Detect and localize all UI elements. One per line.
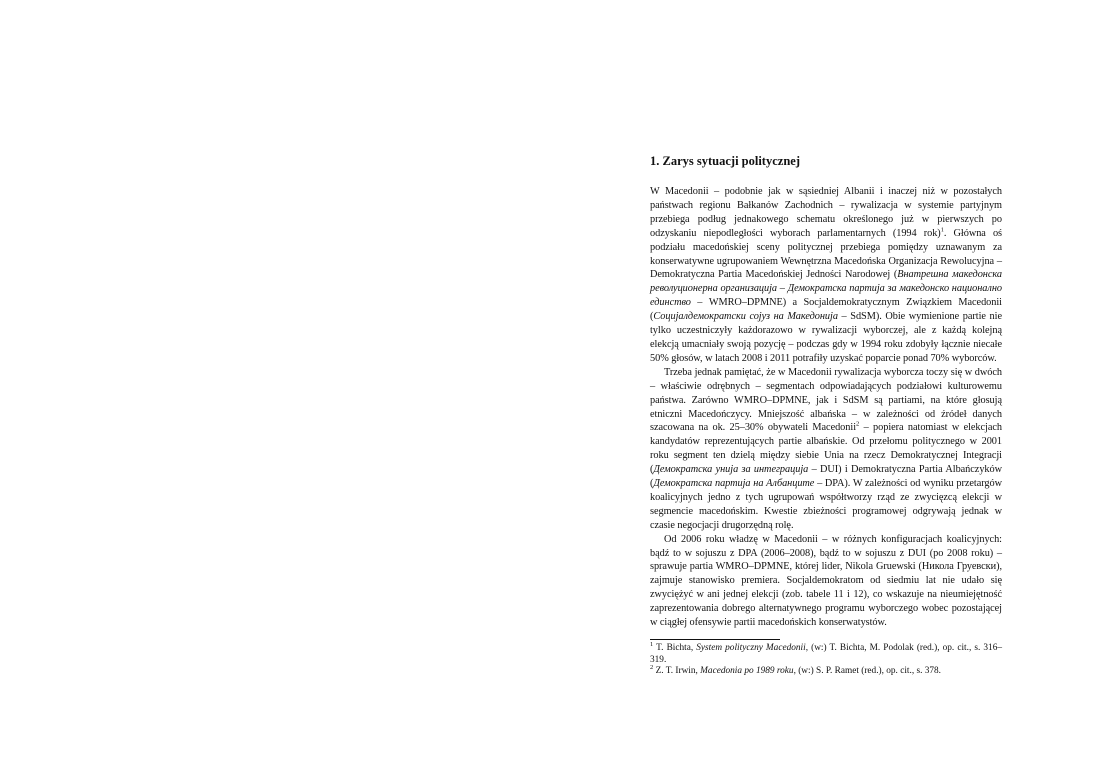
footnote-ref: 2 (856, 420, 860, 428)
italic-text: Демократска унија за интеграција (653, 464, 809, 476)
footnote-ref: 1 (650, 640, 654, 648)
text-run: – WMRO–DPMNE) a Socjaldemokratycznym Związkiem Macedonii ( (650, 297, 1002, 323)
footnote (650, 640, 1002, 666)
text-run: – popiera natomiast w elekcjach kandydatów reprezentujących partie albańskie. Od przełomu politycznego w 2001 roku segment ten dzielą między siebie Unia na rzecz Demokratycznej Integracji ( (650, 422, 1002, 476)
text-run: – DUI) i Demokratyczna Partia Albańczyków ( (650, 464, 1003, 490)
italic-text: Macedonia po 1989 roku (700, 666, 794, 676)
footnotes (650, 640, 1002, 678)
italic-text: Социјалдемократски сојуз на Македонија (653, 311, 838, 323)
text-run: Trzeba jednak pamiętać, że w Macedonii rywalizacja wyborcza toczy się w dwóch – właściwie odrębnych – segmentach odpowiadających podziałowi kulturowemu państwa. Zarówno WMRO–DPMNE, jak i SdSM są partiami, na które głosują etniczni Macedończycy. Mniejszość albańska – w zależności od źródeł danych szacowana na ok. 25–30% obywateli Macedonii (650, 366, 1002, 434)
body-text (650, 185, 1002, 630)
text-run: , (w:) S. P. Ramet (red.), op. cit., s. 378. (793, 666, 942, 676)
text-run: – SdSM). Obie wymienione partie nie tylko uczestniczyły każdorazowo w rywalizacji wyborczej, ale z każdą kolejną elekcją umacniały swoją pozycję – podczas gdy w 1994 roku zdobyły łącznie niecałe 50% głosów, w latach 2008 i 2011 potrafiły uzyskać poparcie ponad 70% wyborców. (650, 311, 1002, 364)
text-run: W Macedonii – podobnie jak w sąsiedniej Albanii i inaczej niż w pozostałych państwach regionu Bałkanów Zachodnich – rywalizacja w systemie partyjnym przebiega podług jednakowego schematu określonego już w pierwszych po odzyskaniu niepodległości wyborach parlamentarnych (1994 rok) (650, 186, 1002, 239)
text-run: Z. T. Irwin, (653, 666, 701, 676)
body-paragraph (650, 366, 1002, 533)
text-run: T. Bichta, (653, 643, 697, 653)
body-paragraph (650, 185, 1002, 366)
italic-text: System polityczny Macedonii (696, 643, 806, 653)
footnote (650, 663, 1002, 678)
footnote-separator (650, 639, 780, 640)
text-run: , (w:) T. Bichta, M. Podolak (red.), op. cit., s. 316–319. (650, 643, 1002, 665)
section-heading: 1. Zarys sytuacji politycznej (650, 154, 800, 168)
italic-text: Демократска партија на Албанците (653, 478, 815, 490)
text-run: – DPA). W zależności od wyniku przetargów koalicyjnych jedno z tych ugrupowań współtworzy rząd ze zwycięzcą elekcji w segmencie macedońskim. Kwestie zbieżności programowej odgrywają jednak w czasie negocjacji drugorzędną rolę. (650, 478, 1003, 531)
document-column (650, 154, 1002, 678)
text-run: Od 2006 roku władzę w Macedonii – w różnych konfiguracjach koalicyjnych: bądź to w sojuszu z DPA (2006–2008), bądź to w sojuszu z DUI (po 2008 roku) – sprawuje partia WMRO–DPMNE, której lider, Nikola Gruewski (Никола Груевски), zajmuje stanowisko premiera. Socjaldemokratom od siedmiu lat nie udało się zwyciężyć w ani jednej elekcji (zob. tabele 11 i 12), co wskazuje na nieumiejętność zaprezentowania dobrego alternatywnego programu wyborczego wobec pozostającej w ciągłej ofensywie partii macedońskich konserwatystów. (650, 533, 1002, 629)
body-paragraph (650, 533, 1002, 630)
footnote-ref: 2 (650, 663, 654, 671)
text-run: . Główna oś podziału macedońskiej sceny politycznej przebiega pomiędzy uznawanym za konserwatywne ugrupowaniem Wewnętrzna Macedońska Organizacja Rewolucyjna – Demokratyczna Partia Macedońskiej Jedności Narodowej ( (650, 227, 1002, 281)
italic-text: Внатрешна македонска револуционерна организација – Демократска партија за македонско национално единство (650, 269, 1002, 309)
footnote-ref: 1 (940, 226, 944, 234)
